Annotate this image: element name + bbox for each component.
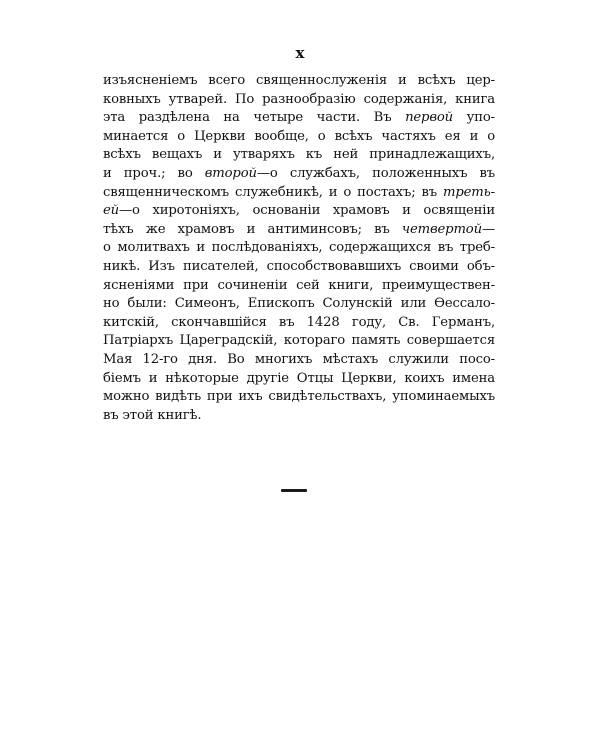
italic-text-run: второй	[204, 165, 257, 181]
text-line	[103, 202, 495, 221]
text-line	[103, 109, 495, 128]
text-line	[103, 332, 495, 351]
text-line	[103, 239, 495, 258]
text-line	[103, 91, 495, 110]
text-run: минается о Церкви вообще, о всѣхъ частяхъ ея и о	[103, 128, 495, 144]
text-run: ковныхъ утварей. По разнообразію содержанія, книга	[103, 91, 495, 107]
text-run: —	[481, 221, 495, 237]
text-run: эта раздѣлена на четыре части. Въ	[103, 110, 406, 126]
text-run: Патріархъ Цареградскій, котораго память совершается	[103, 333, 495, 349]
text-line	[103, 388, 495, 407]
italic-text-run: треть-	[443, 184, 495, 200]
text-line	[103, 221, 495, 240]
italic-text-run: ей	[103, 203, 119, 219]
text-line	[103, 295, 495, 314]
italic-text-run: первой	[405, 110, 454, 126]
text-line	[103, 370, 495, 389]
text-line	[103, 351, 495, 370]
text-run: и проч.; во	[103, 165, 205, 181]
text-run: можно видѣть при ихъ свидѣтельствахъ, упоминаемыхъ	[103, 389, 495, 405]
text-run: біемъ и нѣкоторые другіе Отцы Церкви, коихъ имена	[103, 370, 495, 386]
text-line	[103, 258, 495, 277]
text-run: упо-	[453, 110, 495, 126]
text-run: изъясненіемъ всего священнослуженія и всѣхъ цер-	[103, 73, 495, 88]
text-run: ясненіями при сочиненіи сей книги, преимуществен-	[103, 277, 495, 293]
text-run: Мая 12-го дня. Во многихъ мѣстахъ служили посо-	[103, 351, 495, 367]
text-line	[103, 277, 495, 296]
text-line	[103, 72, 495, 91]
text-run: о молитвахъ и послѣдованіяхъ, содержащихся въ треб-	[103, 240, 495, 256]
text-run: никѣ. Изъ писателей, способствовавшихъ своими объ-	[103, 258, 495, 274]
text-line	[103, 128, 495, 147]
text-line	[103, 314, 495, 333]
text-run: всѣхъ вещахъ и утваряхъ къ ней принадлежащихъ,	[103, 147, 495, 163]
text-line	[103, 184, 495, 203]
text-run: но были: Симеонъ, Епископъ Солунскій или Өессало-	[103, 296, 495, 312]
page-number: x	[295, 44, 305, 62]
text-run: —о службахъ, положенныхъ въ	[256, 165, 495, 181]
text-line	[103, 407, 495, 426]
text-line	[103, 165, 495, 184]
text-run: китскій, скончавшійся въ 1428 году, Св. Германъ,	[103, 314, 495, 330]
italic-text-run: четвертой	[401, 221, 482, 237]
body-text	[103, 72, 495, 425]
text-run: тѣхъ же храмовъ и антиминсовъ; въ	[103, 221, 402, 237]
text-line	[103, 146, 495, 165]
text-run: въ этой книгѣ.	[103, 407, 202, 423]
end-ornament-rule	[281, 489, 307, 492]
text-run: священническомъ служебникѣ, и о постахъ; въ	[103, 184, 443, 200]
text-run: —о хиротоніяхъ, основаніи храмовъ и освященіи	[119, 203, 495, 219]
